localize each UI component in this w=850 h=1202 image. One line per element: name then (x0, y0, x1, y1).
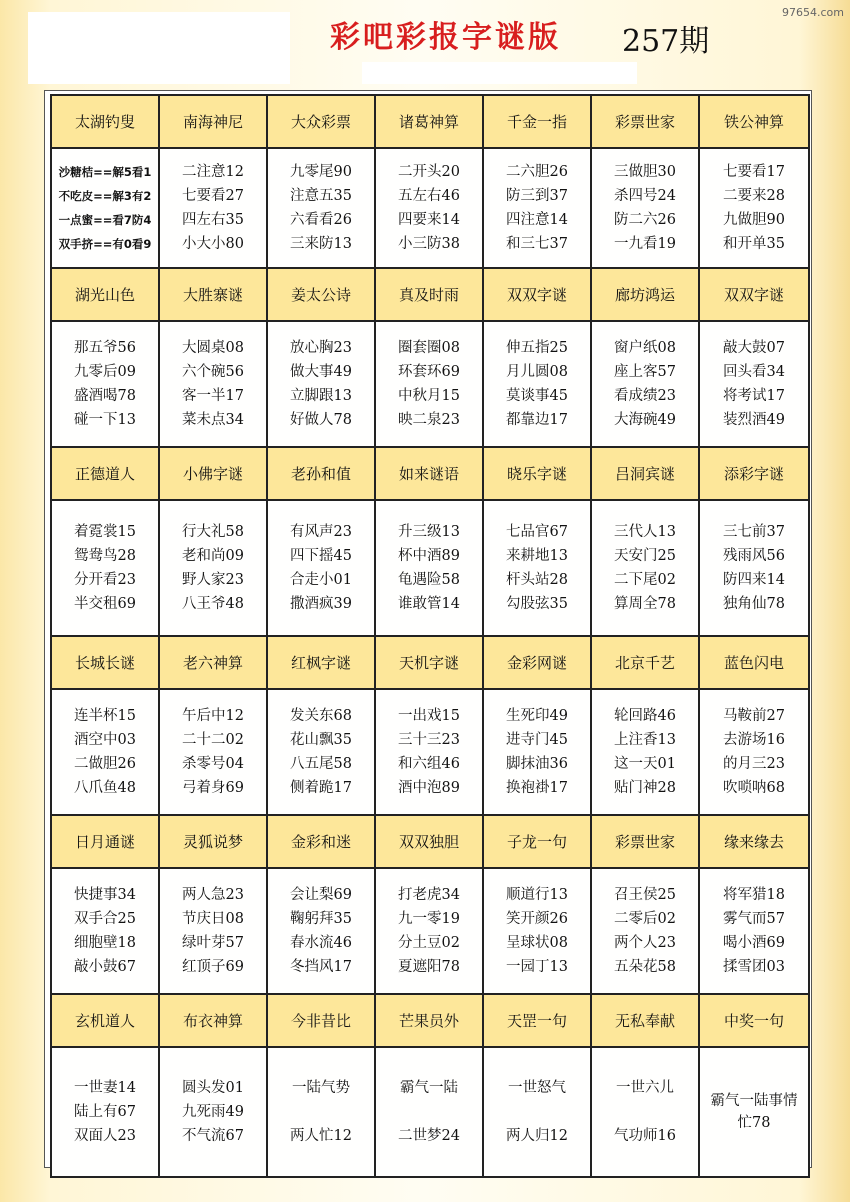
header-row (51, 994, 809, 1047)
riddle-line: 圆头发01 (182, 1080, 244, 1096)
riddle-cell (699, 689, 809, 815)
riddle-row (51, 689, 809, 815)
riddle-cell (51, 148, 159, 268)
riddle-line: 莫谈事45 (506, 388, 568, 404)
column-author-header: 真及时雨 (375, 268, 483, 321)
riddle-line: 杯中酒89 (398, 548, 460, 564)
riddle-cell (591, 1047, 699, 1177)
riddle-cell (267, 868, 375, 994)
riddle-line: 装烈酒49 (723, 412, 785, 428)
riddle-cell (375, 868, 483, 994)
riddle-line: 防四来14 (723, 572, 785, 588)
riddle-cell (159, 148, 267, 268)
riddle-line: 一陆气势 (292, 1080, 350, 1096)
riddle-line: 天安门25 (614, 548, 676, 564)
riddle-line: 算周全78 (614, 596, 676, 612)
riddle-line: 脚抹油36 (506, 756, 568, 772)
riddle-cell (51, 500, 159, 636)
riddle-line: 敲大鼓07 (723, 340, 785, 356)
riddle-cell (159, 1047, 267, 1177)
header-row (51, 95, 809, 148)
riddle-line: 碰一下13 (74, 412, 136, 428)
riddle-cell (591, 148, 699, 268)
riddle-line: 一世妻14 (74, 1080, 136, 1096)
riddle-line: 双面人23 (74, 1128, 136, 1144)
column-author-header: 北京千艺 (591, 636, 699, 689)
column-author-header: 红枫字谜 (267, 636, 375, 689)
riddle-line: 细胞壁18 (74, 935, 136, 951)
riddle-line: 圈套圈08 (398, 340, 460, 356)
column-author-header: 日月通谜 (51, 815, 159, 868)
riddle-line: 做大事49 (290, 364, 352, 380)
riddle-line: 三来防13 (290, 236, 352, 252)
riddle-line: 分开看23 (74, 572, 136, 588)
riddle-cell (159, 689, 267, 815)
riddle-line: 两个人23 (614, 935, 676, 951)
riddle-line: 二世梦24 (398, 1128, 460, 1144)
column-author-header: 南海神尼 (159, 95, 267, 148)
riddle-line: 吹唢呐68 (723, 780, 785, 796)
riddle-cell (375, 1047, 483, 1177)
riddle-cell (51, 321, 159, 447)
riddle-line: 沙糖桔==解5看1 (58, 165, 152, 179)
riddle-line: 好做人78 (290, 412, 352, 428)
riddle-line: 酒中泡89 (398, 780, 460, 796)
riddle-line: 一点蜜==看7防4 (58, 213, 152, 227)
riddle-line: 鸳鸯鸟28 (74, 548, 136, 564)
header-row (51, 815, 809, 868)
riddle-cell (51, 689, 159, 815)
riddle-line: 发关东68 (290, 708, 352, 724)
riddle-line: 客一半17 (182, 388, 244, 404)
column-author-header: 小佛字谜 (159, 447, 267, 500)
column-author-header: 长城长谜 (51, 636, 159, 689)
column-author-header: 天机字谜 (375, 636, 483, 689)
riddle-line: 窗户纸08 (614, 340, 676, 356)
riddle-row (51, 148, 809, 268)
riddle-line: 和三七37 (506, 236, 568, 252)
riddle-cell (159, 868, 267, 994)
riddle-line: 九死雨49 (182, 1104, 244, 1120)
riddle-line: 一园丁13 (506, 959, 568, 975)
riddle-line: 冬挡风17 (290, 959, 352, 975)
riddle-line: 雾气而57 (723, 911, 785, 927)
riddle-line: 八王爷48 (182, 596, 244, 612)
riddle-cell (699, 1047, 809, 1177)
riddle-line: 七要看27 (182, 188, 244, 204)
riddle-line: 一世怒气 (508, 1080, 566, 1096)
riddle-line: 酒空中03 (74, 732, 136, 748)
column-author-header: 蓝色闪电 (699, 636, 809, 689)
header-row (51, 636, 809, 689)
column-author-header: 天罡一句 (483, 994, 591, 1047)
riddle-line: 红顶子69 (182, 959, 244, 975)
riddle-cell (267, 321, 375, 447)
riddle-line: 三十三23 (398, 732, 460, 748)
riddle-line: 防三到37 (506, 188, 568, 204)
column-author-header: 金彩和迷 (267, 815, 375, 868)
riddle-cell (483, 321, 591, 447)
riddle-line: 四注意14 (506, 212, 568, 228)
riddle-line: 回头看34 (723, 364, 785, 380)
riddle-cell (51, 1047, 159, 1177)
riddle-line: 进寺门45 (506, 732, 568, 748)
riddle-line: 三代人13 (614, 524, 676, 540)
riddle-line: 六看看26 (290, 212, 352, 228)
riddle-line: 和开单35 (723, 236, 785, 252)
column-author-header: 今非昔比 (267, 994, 375, 1047)
riddle-line: 七要看17 (723, 164, 785, 180)
page-title: 彩吧彩报字谜版 (330, 20, 561, 55)
column-author-header: 铁公神算 (699, 95, 809, 148)
column-author-header: 湖光山色 (51, 268, 159, 321)
riddle-line: 喝小酒69 (723, 935, 785, 951)
riddle-cell (375, 689, 483, 815)
riddle-line: 杀零号04 (182, 756, 244, 772)
riddle-cell (159, 500, 267, 636)
column-author-header: 廊坊鸿运 (591, 268, 699, 321)
riddle-row (51, 1047, 809, 1177)
column-author-header: 双双字谜 (483, 268, 591, 321)
riddle-line: 龟遇险58 (398, 572, 460, 588)
riddle-line: 勾股弦35 (506, 596, 568, 612)
riddle-line: 半交租69 (74, 596, 136, 612)
riddle-line: 双手挤==有0看9 (58, 237, 152, 251)
column-author-header: 老六神算 (159, 636, 267, 689)
riddle-cell (699, 148, 809, 268)
riddle-line: 节庆日08 (182, 911, 244, 927)
riddle-line: 月儿圆08 (506, 364, 568, 380)
column-author-header: 彩票世家 (591, 815, 699, 868)
riddle-line: 八五尾58 (290, 756, 352, 772)
riddle-line: 九零尾90 (290, 164, 352, 180)
site-watermark: 97654.com (782, 6, 844, 19)
riddle-line: 二做胆26 (74, 756, 136, 772)
riddle-line: 九一零19 (398, 911, 460, 927)
riddle-line: 将考试17 (723, 388, 785, 404)
riddle-line: 立脚跟13 (290, 388, 352, 404)
riddle-line: 将军猎18 (723, 887, 785, 903)
column-author-header: 大胜寨谜 (159, 268, 267, 321)
riddle-line: 春水流46 (290, 935, 352, 951)
riddle-line: 去游场16 (723, 732, 785, 748)
blank-panel-left (28, 12, 290, 84)
column-author-header: 无私奉献 (591, 994, 699, 1047)
riddle-line: 伸五指25 (506, 340, 568, 356)
riddle-line: 环套环69 (398, 364, 460, 380)
column-author-header: 缘来缘去 (699, 815, 809, 868)
riddle-line: 陆上有67 (74, 1104, 136, 1120)
riddle-line: 小大小80 (182, 236, 244, 252)
riddle-cell (375, 500, 483, 636)
riddle-line: 杆头站28 (506, 572, 568, 588)
riddle-line: 贴门神28 (614, 780, 676, 796)
riddle-line: 马鞍前27 (723, 708, 785, 724)
riddle-line: 撒酒疯39 (290, 596, 352, 612)
riddle-line: 大圆桌08 (182, 340, 244, 356)
column-author-header: 老孙和值 (267, 447, 375, 500)
riddle-line: 二零后02 (614, 911, 676, 927)
riddle-line: 二开头20 (398, 164, 460, 180)
riddle-line: 都靠边17 (506, 412, 568, 428)
riddle-line: 敲小鼓67 (74, 959, 136, 975)
riddle-line: 花山飘35 (290, 732, 352, 748)
riddle-cell (591, 868, 699, 994)
riddle-line: 六个碗56 (182, 364, 244, 380)
riddle-line: 中秋月15 (398, 388, 460, 404)
riddle-line: 二六胆26 (506, 164, 568, 180)
riddle-line: 的月三23 (723, 756, 785, 772)
riddle-line: 看成绩23 (614, 388, 676, 404)
riddle-cell (483, 500, 591, 636)
column-author-header: 添彩字谜 (699, 447, 809, 500)
riddle-row (51, 868, 809, 994)
riddle-cell (375, 148, 483, 268)
riddle-cell (483, 689, 591, 815)
riddle-cell (267, 689, 375, 815)
riddle-line: 气功师16 (614, 1128, 676, 1144)
riddle-line: 独角仙78 (723, 596, 785, 612)
riddle-cell (159, 321, 267, 447)
riddle-table (50, 94, 810, 1178)
riddle-line: 座上客57 (614, 364, 676, 380)
riddle-line: 合走小01 (290, 572, 352, 588)
riddle-line: 午后中12 (182, 708, 244, 724)
riddle-line: 二十二02 (182, 732, 244, 748)
riddle-line: 着霓裳15 (74, 524, 136, 540)
riddle-cell (51, 868, 159, 994)
riddle-cell (267, 1047, 375, 1177)
riddle-line: 七品官67 (506, 524, 568, 540)
column-author-header: 正德道人 (51, 447, 159, 500)
riddle-line: 一九看19 (614, 236, 676, 252)
riddle-line: 上注香13 (614, 732, 676, 748)
riddle-cell (483, 148, 591, 268)
column-author-header: 芒果员外 (375, 994, 483, 1047)
column-author-header: 千金一指 (483, 95, 591, 148)
riddle-line: 呈球状08 (506, 935, 568, 951)
riddle-cell (591, 500, 699, 636)
riddle-line: 召王侯25 (614, 887, 676, 903)
column-author-header: 晓乐字谜 (483, 447, 591, 500)
riddle-line: 四左右35 (182, 212, 244, 228)
column-author-header: 布衣神算 (159, 994, 267, 1047)
riddle-line: 防二六26 (614, 212, 676, 228)
riddle-line: 两人忙12 (290, 1128, 352, 1144)
riddle-line: 霸气一陆事情忙78 (710, 1093, 798, 1131)
issue-number: 257期 (622, 24, 710, 59)
riddle-line: 这一天01 (614, 756, 676, 772)
riddle-line: 五左右46 (398, 188, 460, 204)
riddle-line: 连半杯15 (74, 708, 136, 724)
riddle-line: 两人归12 (506, 1128, 568, 1144)
blank-line (592, 1100, 698, 1124)
riddle-line: 两人急23 (182, 887, 244, 903)
column-author-header: 如来谜语 (375, 447, 483, 500)
blank-line (268, 1100, 374, 1124)
column-author-header: 子龙一句 (483, 815, 591, 868)
riddle-cell (591, 321, 699, 447)
riddle-line: 换袍褂17 (506, 780, 568, 796)
riddle-line: 二要来28 (723, 188, 785, 204)
riddle-line: 注意五35 (290, 188, 352, 204)
riddle-cell (699, 500, 809, 636)
riddle-line: 一世六儿 (616, 1080, 674, 1096)
riddle-line: 三做胆30 (614, 164, 676, 180)
blank-line (376, 1100, 482, 1124)
riddle-line: 分土豆02 (398, 935, 460, 951)
column-author-header: 金彩网谜 (483, 636, 591, 689)
riddle-line: 九零后09 (74, 364, 136, 380)
riddle-line: 二下尾02 (614, 572, 676, 588)
riddle-line: 三七前37 (723, 524, 785, 540)
riddle-row (51, 500, 809, 636)
riddle-cell (699, 868, 809, 994)
column-author-header: 双双字谜 (699, 268, 809, 321)
riddle-line: 八爪鱼48 (74, 780, 136, 796)
riddle-line: 杀四号24 (614, 188, 676, 204)
column-author-header: 姜太公诗 (267, 268, 375, 321)
riddle-line: 有风声23 (290, 524, 352, 540)
riddle-cell (483, 1047, 591, 1177)
riddle-line: 四要来14 (398, 212, 460, 228)
riddle-line: 野人家23 (182, 572, 244, 588)
riddle-cell (483, 868, 591, 994)
riddle-line: 双手合25 (74, 911, 136, 927)
riddle-line: 侧着跪17 (290, 780, 352, 796)
riddle-row (51, 321, 809, 447)
riddle-cell (267, 148, 375, 268)
column-author-header: 吕洞宾谜 (591, 447, 699, 500)
riddle-line: 升三级13 (398, 524, 460, 540)
riddle-cell (591, 689, 699, 815)
riddle-line: 映二泉23 (398, 412, 460, 428)
riddle-line: 夏遮阳78 (398, 959, 460, 975)
riddle-line: 大海碗49 (614, 412, 676, 428)
riddle-cell (267, 500, 375, 636)
riddle-line: 鞠躬拜35 (290, 911, 352, 927)
column-author-header: 太湖钓叟 (51, 95, 159, 148)
column-author-header: 中奖一句 (699, 994, 809, 1047)
riddle-line: 顺道行13 (506, 887, 568, 903)
riddle-line: 谁敢管14 (398, 596, 460, 612)
riddle-line: 轮回路46 (614, 708, 676, 724)
riddle-line: 快捷事34 (74, 887, 136, 903)
riddle-line: 弓着身69 (182, 780, 244, 796)
riddle-line: 不吃皮==解3有2 (58, 189, 152, 203)
riddle-line: 笑开颜26 (506, 911, 568, 927)
riddle-line: 会让梨69 (290, 887, 352, 903)
riddle-line: 小三防38 (398, 236, 460, 252)
column-author-header: 诸葛神算 (375, 95, 483, 148)
riddle-line: 二注意12 (182, 164, 244, 180)
blank-line (484, 1100, 590, 1124)
riddle-line: 和六组46 (398, 756, 460, 772)
riddle-line: 来耕地13 (506, 548, 568, 564)
riddle-line: 不气流67 (182, 1128, 244, 1144)
riddle-line: 九做胆90 (723, 212, 785, 228)
header-row (51, 447, 809, 500)
riddle-line: 老和尚09 (182, 548, 244, 564)
column-author-header: 彩票世家 (591, 95, 699, 148)
riddle-cell (375, 321, 483, 447)
column-author-header: 大众彩票 (267, 95, 375, 148)
column-author-header: 双双独胆 (375, 815, 483, 868)
blank-panel-middle (362, 62, 637, 84)
riddle-line: 揉雪团03 (723, 959, 785, 975)
riddle-line: 放心胸23 (290, 340, 352, 356)
riddle-line: 五朵花58 (614, 959, 676, 975)
riddle-line: 生死印49 (506, 708, 568, 724)
riddle-line: 霸气一陆 (400, 1080, 458, 1096)
riddle-line: 菜未点34 (182, 412, 244, 428)
riddle-line: 一出戏15 (398, 708, 460, 724)
riddle-line: 绿叶芽57 (182, 935, 244, 951)
header-row (51, 268, 809, 321)
riddle-cell (699, 321, 809, 447)
riddle-line: 那五爷56 (74, 340, 136, 356)
column-author-header: 灵狐说梦 (159, 815, 267, 868)
column-author-header: 玄机道人 (51, 994, 159, 1047)
riddle-line: 残雨风56 (723, 548, 785, 564)
riddle-line: 盛酒喝78 (74, 388, 136, 404)
riddle-line: 四下摇45 (290, 548, 352, 564)
riddle-line: 行大礼58 (182, 524, 244, 540)
riddle-line: 打老虎34 (398, 887, 460, 903)
